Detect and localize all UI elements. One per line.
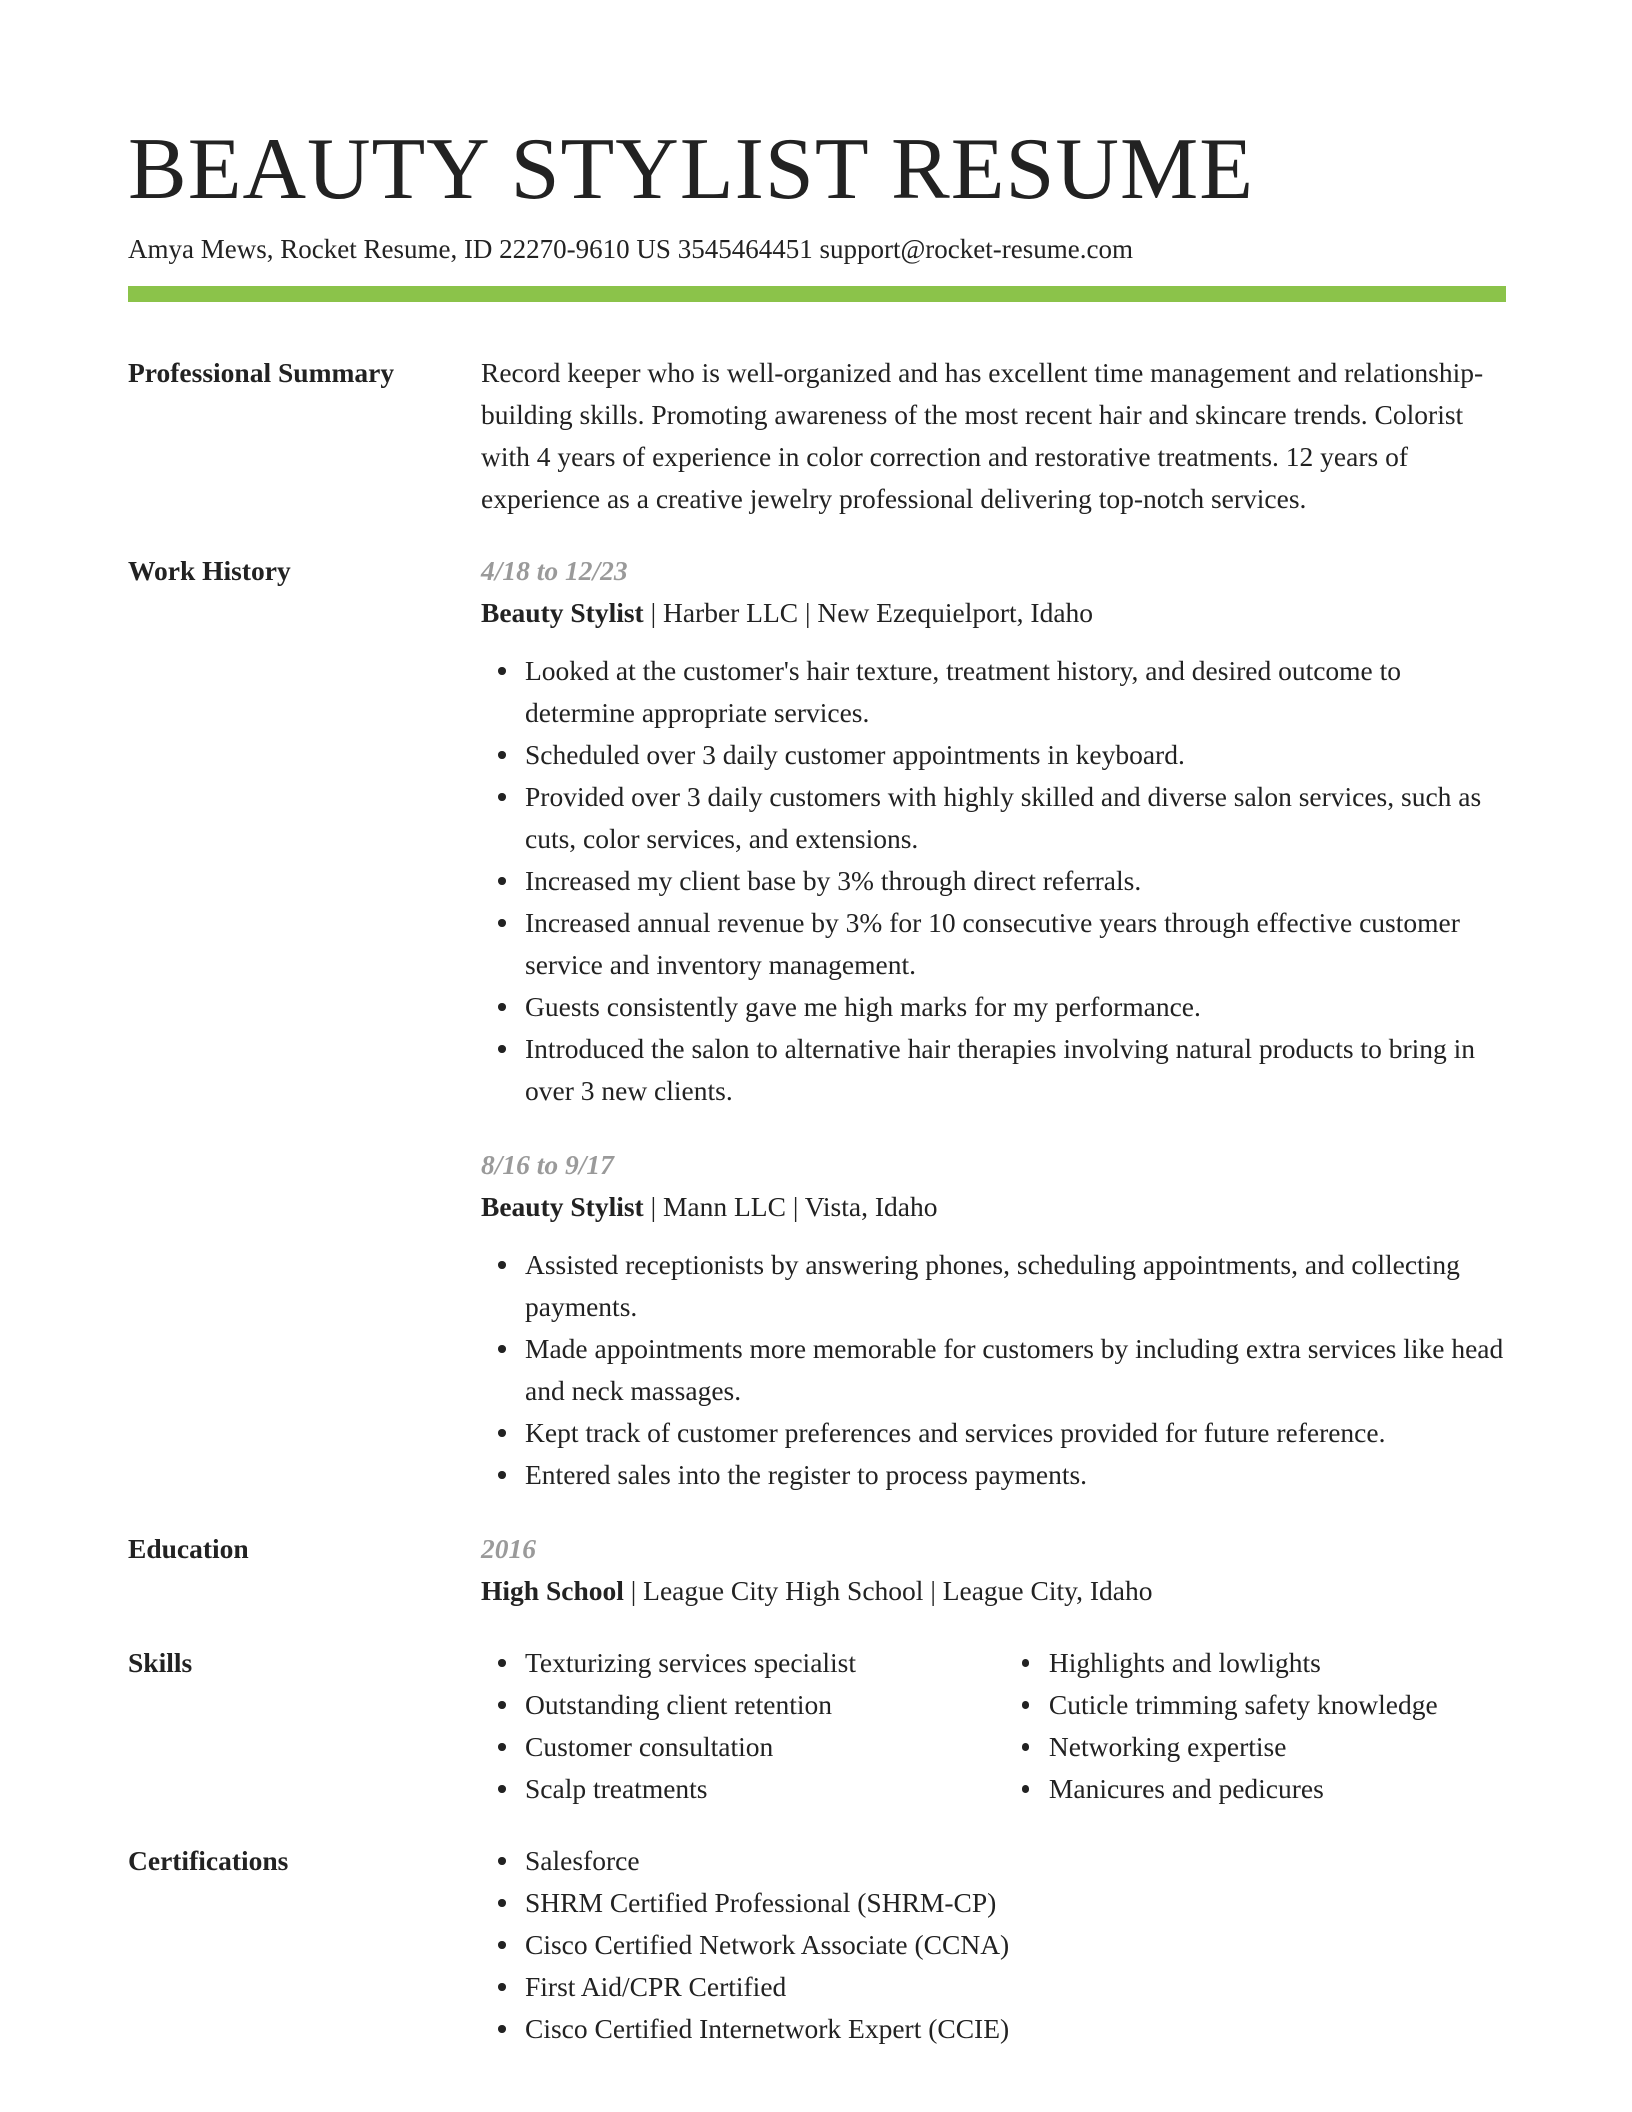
list-item: Cisco Certified Network Associate (CCNA) — [525, 1924, 1506, 1966]
school-details: | League City High School | League City, Idaho — [623, 1575, 1153, 1606]
list-item: Entered sales into the register to process payments. — [525, 1454, 1506, 1496]
job-entry — [481, 550, 1506, 1112]
resume-title: BEAUTY STYLIST RESUME — [128, 121, 1254, 218]
list-item: Looked at the customer's hair texture, treatment history, and desired outcome to determine appropriate services. — [525, 650, 1506, 734]
education-year: 2016 — [481, 1533, 536, 1564]
job-dates: 4/18 to 12/23 — [481, 555, 628, 586]
list-item: Scheduled over 3 daily customer appointments in keyboard. — [525, 734, 1506, 776]
list-item: Texturizing services specialist — [525, 1642, 1005, 1684]
list-item: Increased my client base by 3% through direct referrals. — [525, 860, 1506, 902]
job-role — [481, 592, 1506, 634]
skills-column-1 — [481, 1642, 1005, 1810]
list-item: Made appointments more memorable for customers by including extra services like head and neck massages. — [525, 1328, 1506, 1412]
list-item: Networking expertise — [1049, 1726, 1506, 1768]
skills-column-2 — [1005, 1642, 1506, 1810]
list-item: First Aid/CPR Certified — [525, 1966, 1506, 2008]
resume-content — [128, 352, 1506, 2050]
certifications-section — [128, 1840, 1506, 2050]
list-item: Outstanding client retention — [525, 1684, 1005, 1726]
list-item: Highlights and lowlights — [1049, 1642, 1506, 1684]
list-item: SHRM Certified Professional (SHRM-CP) — [525, 1882, 1506, 1924]
section-label: Certifications — [128, 1845, 289, 1876]
job-bullets — [481, 1244, 1506, 1496]
work-history-section — [128, 550, 1506, 1528]
section-label: Education — [128, 1533, 249, 1564]
list-item: Manicures and pedicures — [1049, 1768, 1506, 1810]
list-item: Guests consistently gave me high marks for my performance. — [525, 986, 1506, 1028]
job-role — [481, 1186, 1506, 1228]
list-item: Cisco Certified Internetwork Expert (CCIE) — [525, 2008, 1506, 2050]
contact-line: Amya Mews, Rocket Resume, ID 22270-9610 US 3545464451 support@rocket-resume.com — [128, 234, 1133, 264]
job-bullets — [481, 650, 1506, 1112]
list-item: Kept track of customer preferences and services provided for future reference. — [525, 1412, 1506, 1454]
skills-section — [128, 1642, 1506, 1840]
list-item: Scalp treatments — [525, 1768, 1005, 1810]
job-details: | Mann LLC | Vista, Idaho — [643, 1191, 938, 1222]
list-item: Customer consultation — [525, 1726, 1005, 1768]
job-title: Beauty Stylist — [481, 597, 644, 628]
list-item: Salesforce — [525, 1840, 1506, 1882]
job-entry — [481, 1144, 1506, 1496]
list-item: Increased annual revenue by 3% for 10 consecutive years through effective customer service and inventory management. — [525, 902, 1506, 986]
job-dates: 8/16 to 9/17 — [481, 1149, 614, 1180]
education-section — [128, 1528, 1506, 1642]
list-item: Introduced the salon to alternative hair therapies involving natural products to bring in over 3 new clients. — [525, 1028, 1506, 1112]
job-details: | Harber LLC | New Ezequielport, Idaho — [643, 597, 1094, 628]
certifications-list — [481, 1840, 1506, 2050]
section-label: Work History — [128, 555, 291, 586]
accent-divider — [128, 286, 1506, 302]
list-item: Cuticle trimming safety knowledge — [1049, 1684, 1506, 1726]
list-item: Assisted receptionists by answering phones, scheduling appointments, and collecting payments. — [525, 1244, 1506, 1328]
section-label: Professional Summary — [128, 357, 395, 388]
job-title: Beauty Stylist — [481, 1191, 644, 1222]
summary-section — [128, 352, 1506, 550]
education-entry — [481, 1570, 1506, 1612]
list-item: Provided over 3 daily customers with highly skilled and diverse salon services, such as cuts, color services, and extensions. — [525, 776, 1506, 860]
summary-text: Record keeper who is well-organized and has excellent time management and relationship-building skills. Promoting awareness of the most recent hair and skincare trends. Colorist with 4 years of experience in color correction and restorative treatments. 12 years of experience as a creative jewelry professional delivering top-notch services. — [481, 357, 1484, 514]
section-label: Skills — [128, 1647, 193, 1678]
degree: High School — [481, 1575, 624, 1606]
